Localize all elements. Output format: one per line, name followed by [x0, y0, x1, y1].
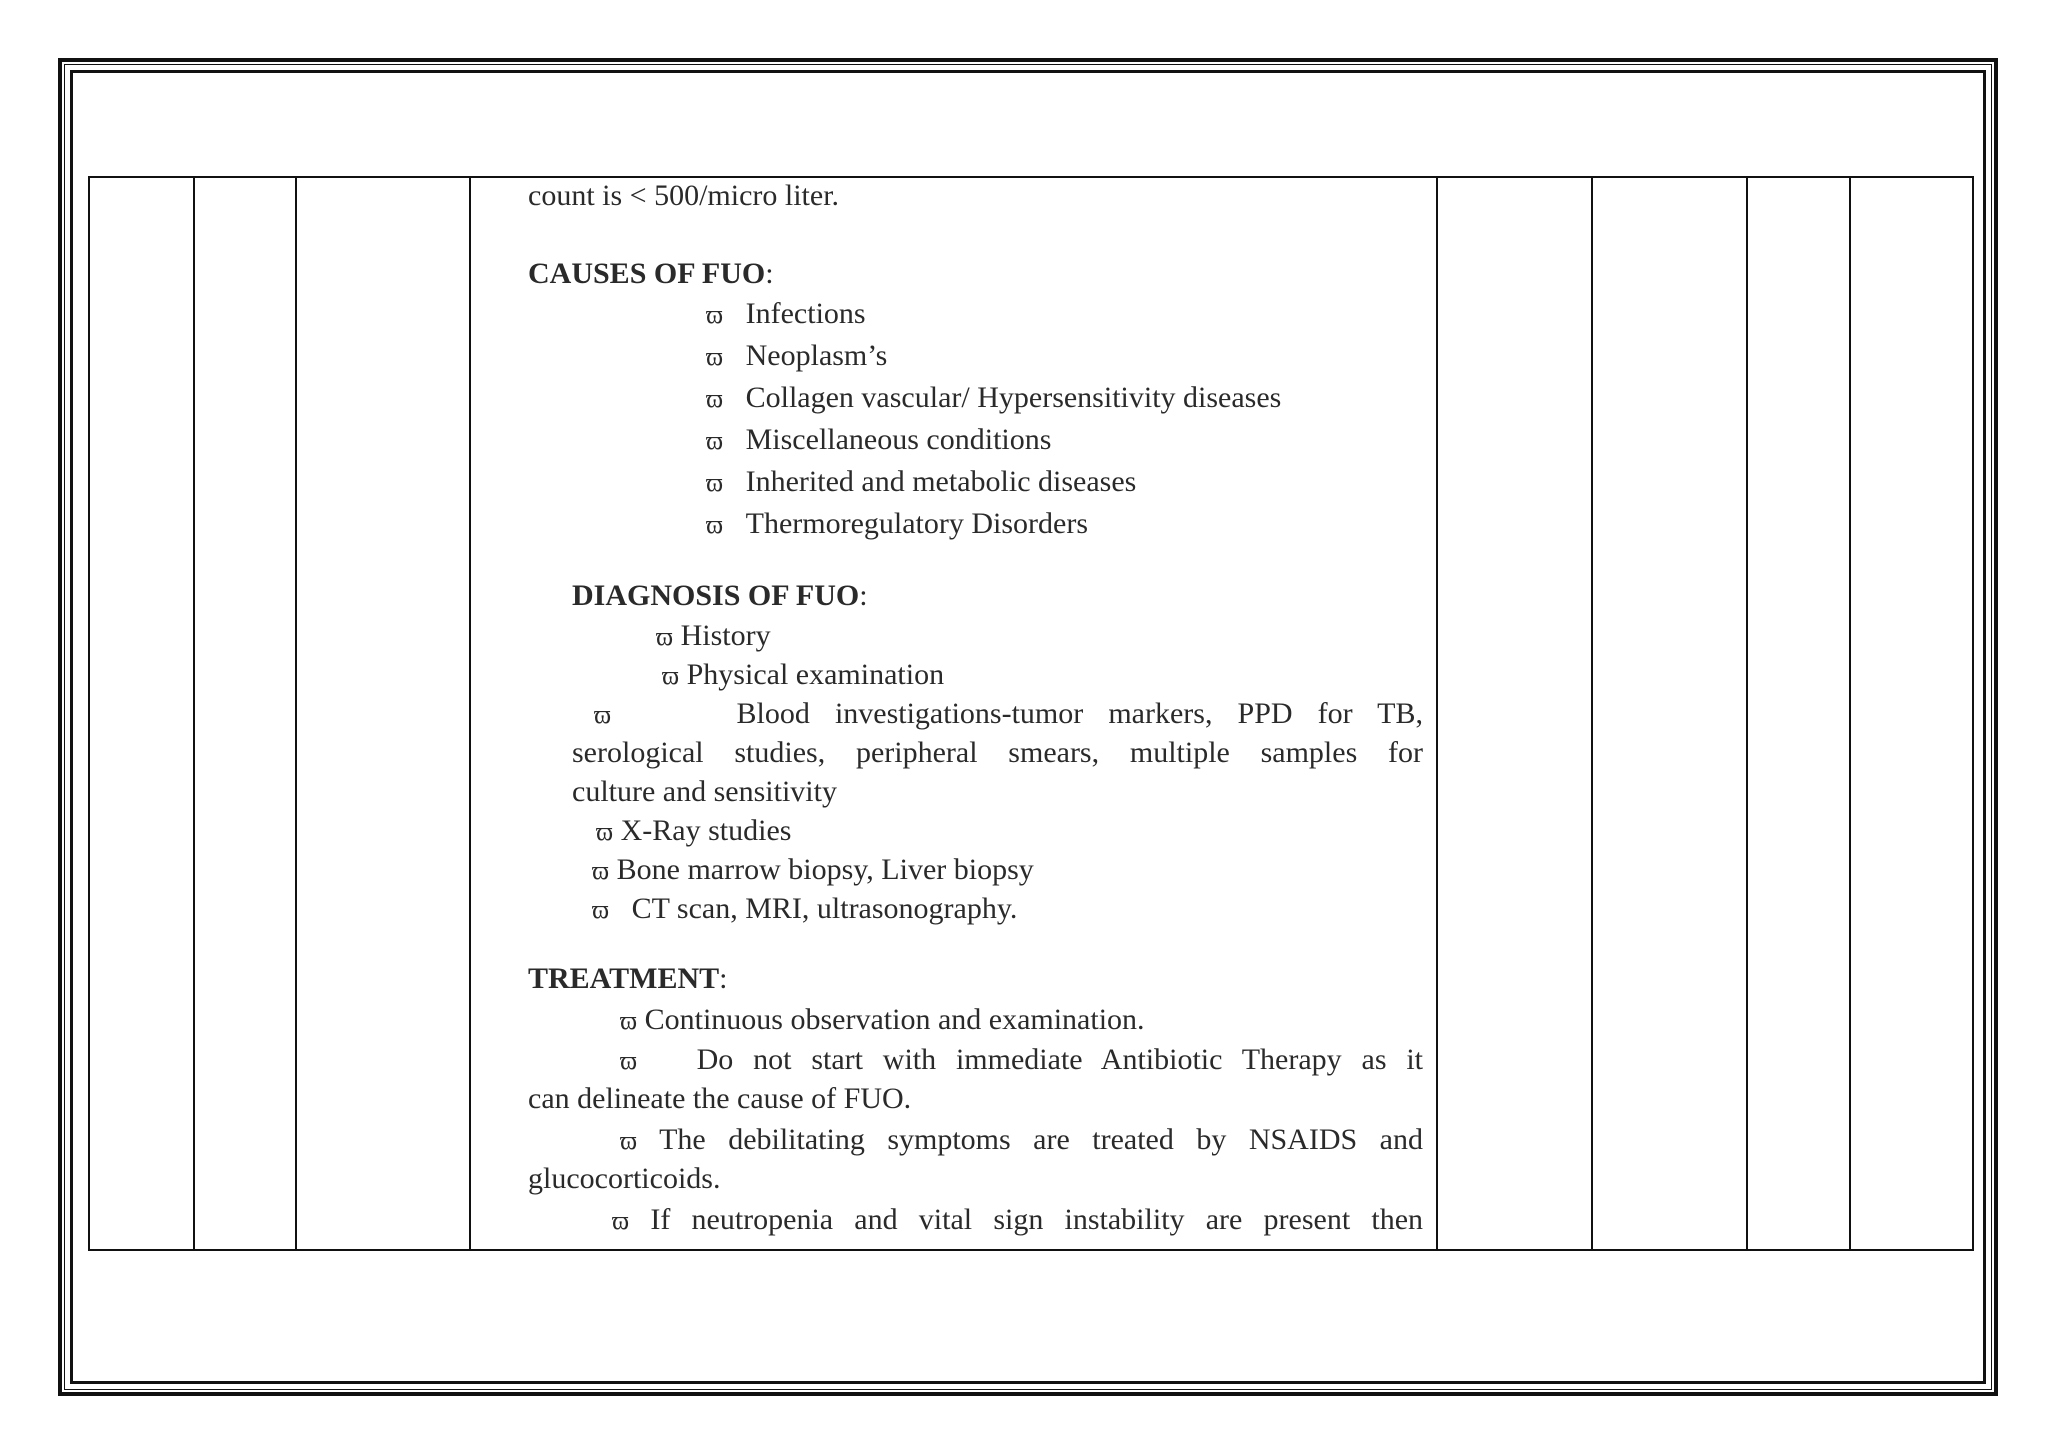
list-item: ϖ CT scan, MRI, ultrasonography. — [592, 889, 1017, 929]
continued-text: count is < 500/micro liter. — [528, 179, 840, 212]
bullet-icon: ϖ — [706, 468, 724, 497]
list-item: ϖ Infections — [706, 294, 866, 334]
table-column-border — [469, 176, 471, 1251]
list-item-continuation: can delineate the cause of FUO. — [528, 1082, 912, 1115]
bullet-icon: ϖ — [592, 856, 610, 885]
list-item: ϖ Do not start with immediate Antibiotic Therapy as it — [620, 1040, 1423, 1080]
list-item-continuation: serological studies, peripheral smears, multiple samples for — [572, 736, 1423, 769]
bullet-icon: ϖ — [706, 384, 724, 413]
bullet-icon: ϖ — [612, 1206, 630, 1235]
list-item-continuation: glucocorticoids. — [528, 1162, 721, 1195]
table-column-border — [1591, 176, 1593, 1251]
bullet-icon: ϖ — [620, 1046, 638, 1075]
bullet-icon: ϖ — [706, 342, 724, 371]
table-column-border — [295, 176, 297, 1251]
bullet-icon: ϖ — [662, 661, 680, 690]
bullet-icon: ϖ — [592, 895, 610, 924]
causes-heading: CAUSES OF FUO: — [528, 257, 774, 290]
table-column-border — [1849, 176, 1851, 1251]
bullet-icon: ϖ — [706, 300, 724, 329]
list-item-continuation: culture and sensitivity — [572, 775, 837, 808]
table-column-border — [1436, 176, 1438, 1251]
table-column-border — [193, 176, 195, 1251]
bullet-icon: ϖ — [620, 1126, 638, 1155]
bullet-icon: ϖ — [706, 510, 724, 539]
list-item: ϖ History — [656, 616, 771, 656]
list-item: ϖ Collagen vascular/ Hypersensitivity diseases — [706, 378, 1281, 418]
table-column-border — [1746, 176, 1748, 1251]
bullet-icon: ϖ — [656, 622, 674, 651]
diagnosis-heading: DIAGNOSIS OF FUO: — [572, 579, 868, 612]
list-item: ϖ Miscellaneous conditions — [706, 420, 1051, 460]
bullet-icon: ϖ — [594, 700, 612, 729]
table-bottom-border — [88, 1249, 1974, 1251]
list-item: ϖ Bone marrow biopsy, Liver biopsy — [592, 850, 1034, 890]
list-item: ϖ Thermoregulatory Disorders — [706, 504, 1088, 544]
list-item: ϖ Continuous observation and examination. — [620, 1000, 1145, 1040]
list-item: ϖ Physical examination — [662, 655, 944, 695]
list-item: ϖ If neutropenia and vital sign instability are present then — [612, 1200, 1423, 1240]
table-column-border — [1972, 176, 1974, 1251]
bullet-icon: ϖ — [706, 426, 724, 455]
treatment-heading: TREATMENT: — [528, 962, 728, 995]
list-item: ϖ Inherited and metabolic diseases — [706, 462, 1136, 502]
list-item: ϖ The debilitating symptoms are treated by NSAIDS and — [620, 1120, 1423, 1160]
table-column-border — [88, 176, 90, 1251]
list-item: ϖ Blood investigations-tumor markers, PPD for TB, — [594, 694, 1423, 734]
bullet-icon: ϖ — [596, 817, 614, 846]
content-cell — [528, 176, 1423, 1249]
bullet-icon: ϖ — [620, 1006, 638, 1035]
list-item: ϖ Neoplasm’s — [706, 336, 887, 376]
list-item: ϖ X-Ray studies — [596, 811, 791, 851]
